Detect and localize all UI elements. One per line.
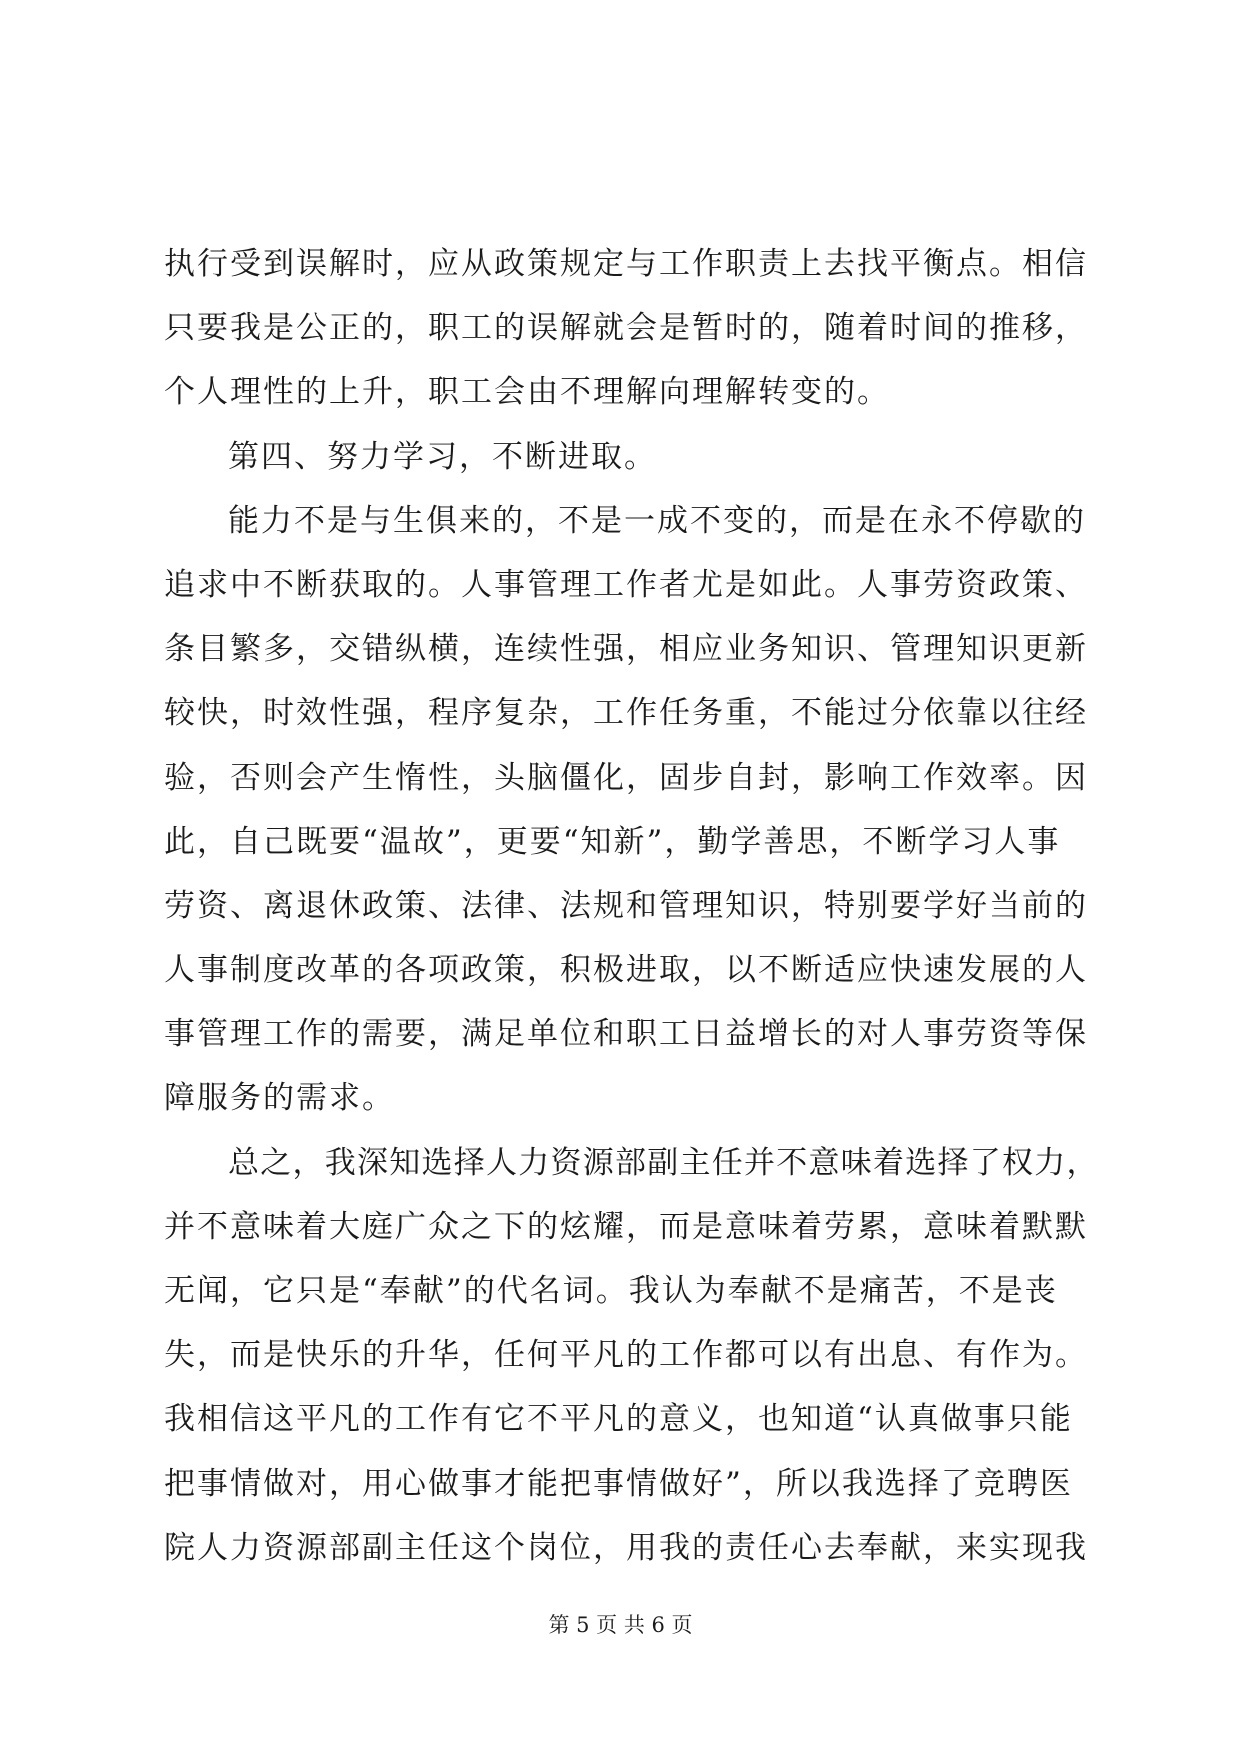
text-line: 我相信这平凡的工作有它不平凡的意义，也知道“认真做事只能 [164, 1401, 1073, 1438]
text-line: 追求中不断获取的。人事管理工作者尤是如此。人事劳资政策、 [164, 566, 1088, 603]
text-line: 把事情做对，用心做事才能把事情做好”，所以我选择了竞聘医 [164, 1465, 1073, 1502]
text-line: 较快，时效性强，程序复杂，工作任务重，不能过分依靠以往经 [164, 695, 1088, 732]
paragraph-first-line: 第四、努力学习，不断进取。 [228, 438, 657, 475]
text-line: 此，自己既要“温故”，更要“知新”，勤学善思，不断学习人事 [164, 823, 1061, 860]
text-line: 事管理工作的需要，满足单位和职工日益增长的对人事劳资等保 [164, 1016, 1088, 1053]
text-line: 劳资、离退休政策、法律、法规和管理知识，特别要学好当前的 [164, 887, 1088, 924]
text-line: 条目繁多，交错纵横，连续性强，相应业务知识、管理知识更新 [164, 631, 1088, 668]
paragraph-first-line: 能力不是与生俱来的，不是一成不变的，而是在永不停歇的 [228, 502, 1086, 539]
text-line: 无闻，它只是“奉献”的代名词。我认为奉献不是痛苦，不是丧 [164, 1273, 1058, 1309]
text-line: 人事制度改革的各项政策，积极进取，以不断适应快速发展的人 [164, 952, 1088, 989]
text-line: 个人理性的上升，职工会由不理解向理解转变的。 [164, 374, 890, 411]
text-line: 验，否则会产生惰性，头脑僵化，固步自封，影响工作效率。因 [164, 759, 1088, 796]
text-line: 只要我是公正的，职工的误解就会是暂时的，随着时间的推移， [164, 310, 1088, 347]
text-line: 院人力资源部副主任这个岗位，用我的责任心去奉献，来实现我 [164, 1529, 1088, 1566]
text-line: 失，而是快乐的升华，任何平凡的工作都可以有出息、有作为。 [164, 1337, 1088, 1374]
paragraph-first-line: 总之，我深知选择人力资源部副主任并不意味着选择了权力， [228, 1144, 1099, 1181]
text-line: 执行受到误解时，应从政策规定与工作职责上去找平衡点。相信 [164, 246, 1088, 282]
text-line: 障服务的需求。 [164, 1080, 395, 1117]
text-line: 并不意味着大庭广众之下的炫耀，而是意味着劳累，意味着默默 [164, 1208, 1088, 1245]
page-footer: 第 5 页 共 6 页 [548, 1613, 693, 1637]
document-body [164, 232, 1100, 1580]
